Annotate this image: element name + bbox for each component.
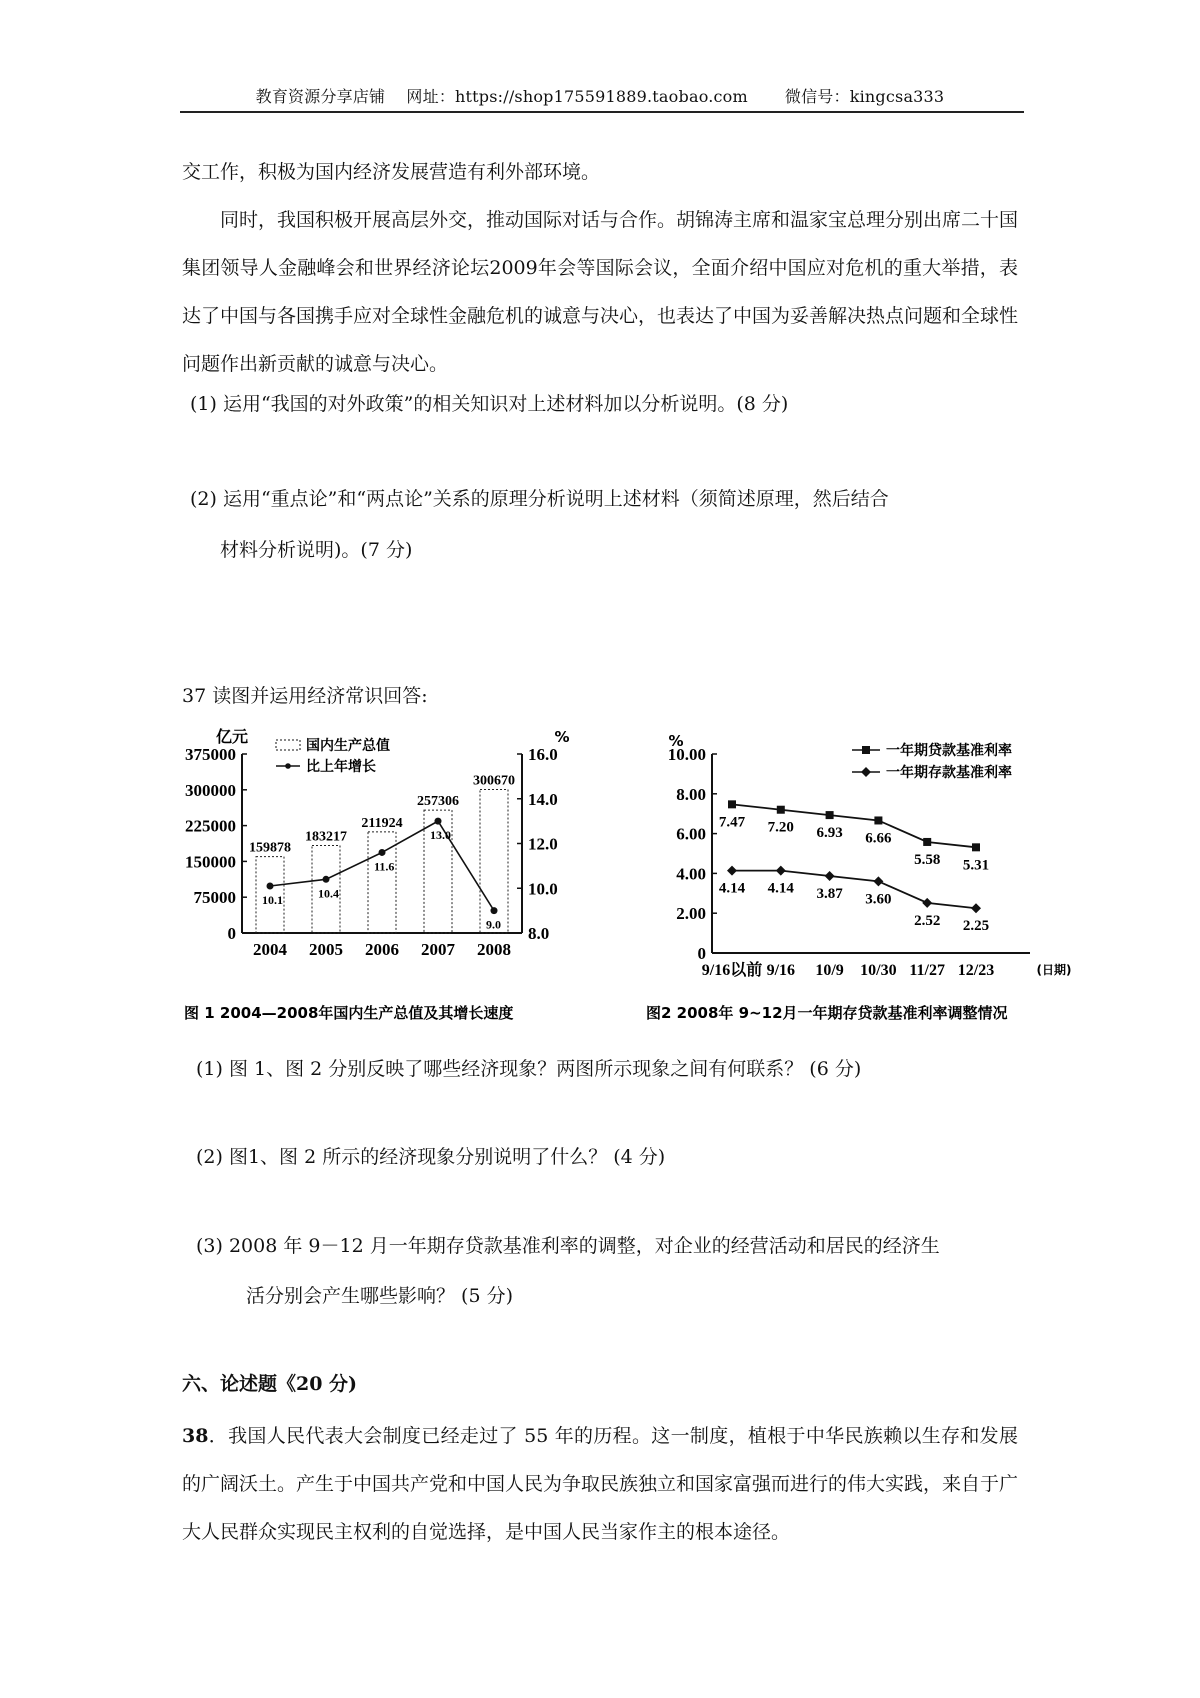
chart1-bar-label: 257306 bbox=[417, 794, 459, 810]
chart2-loan-point bbox=[826, 811, 834, 819]
question-38-text: ．我国人民代表大会制度已经走过了 55 年的历程。这一制度，植根于中华民族赖以生存和发展的广阔沃土。产生于中国共产党和中国人民为争取民族独立和国家富强而进行的伟大实践，来自于广大人民群众实现民主权利的自觉选择，是中国人民当家作主的根本途径。 bbox=[182, 1425, 1019, 1543]
chart2-deposit-point bbox=[971, 903, 981, 913]
chart2-deposit-label: 3.60 bbox=[865, 891, 892, 908]
chart2-deposit-label: 4.14 bbox=[767, 880, 794, 897]
chart2-loan-point bbox=[874, 816, 882, 824]
chart2-y-tick-label: 4.00 bbox=[676, 864, 706, 884]
question-36-2-line2: 材料分析说明)。(7 分) bbox=[220, 539, 413, 561]
page-header bbox=[180, 84, 1020, 107]
chart1-y-tick-label: 150000 bbox=[185, 852, 236, 872]
chart2-x-tick-label: 10/30 bbox=[860, 962, 897, 979]
chart2-y-tick-label: 0 bbox=[697, 944, 706, 963]
chart1-bar-label: 183217 bbox=[305, 829, 347, 845]
chart2-x-tick-label: 11/27 bbox=[909, 962, 945, 979]
chart1-growth-label: 10.4 bbox=[318, 886, 339, 901]
chart1-growth-point bbox=[379, 849, 386, 856]
chart2-x-tick-label: 9/16 bbox=[766, 962, 796, 979]
chart1-y-tick-label: 75000 bbox=[193, 888, 236, 908]
question-37-3-line1: (3) 2008 年 9－12 月一年期存贷款基准利率的调整，对企业的经营活动和居民的经济生 bbox=[196, 1235, 940, 1257]
chart2-xlabel: (日期) bbox=[1036, 963, 1072, 977]
chart2-deposit-point bbox=[825, 871, 835, 881]
chart2-legend-loan-label: 一年期贷款基准利率 bbox=[886, 743, 1012, 759]
header-wechat: 微信号：kingcsa333 bbox=[784, 87, 945, 106]
chart2-x-tick-label: 10/9 bbox=[815, 962, 844, 979]
chart1-ylabel: 亿元 bbox=[215, 728, 249, 746]
chart2-loan-label: 7.47 bbox=[718, 814, 746, 831]
chart1-y-tick-label: 375000 bbox=[185, 745, 236, 764]
chart2-loan-label: 6.93 bbox=[816, 825, 843, 842]
chart2-x-tick-label: 12/23 bbox=[957, 962, 995, 979]
chart1-growth-point bbox=[323, 876, 330, 883]
chart2-loan-point bbox=[777, 806, 785, 814]
chart-interest-rates bbox=[640, 728, 1080, 1028]
question-36-1: (1) 运用“我国的对外政策”的相关知识对上述材料加以分析说明。(8 分) bbox=[190, 393, 789, 415]
chart1-y-tick-label: 225000 bbox=[185, 816, 236, 836]
question-37-title: 37 读图并运用经济常识回答: bbox=[182, 685, 428, 707]
chart1-y2-tick-label: 10.0 bbox=[528, 879, 558, 899]
chart1-growth-point bbox=[267, 883, 274, 890]
header-shop: 教育资源分享店铺 bbox=[255, 87, 386, 106]
chart2-deposit-point bbox=[922, 898, 932, 908]
question-37-3-line2: 活分别会产生哪些影响？ (5 分) bbox=[246, 1285, 513, 1307]
passage-paragraph: 同时，我国积极开展高层外交，推动国际对话与合作。胡锦涛主席和温家宝总理分别出席二十国集团领导人金融峰会和世界经济论坛2009年会等国际会议，全面介绍中国应对危机的重大举措，表达了中国与各国携手应对全球性金融危机的诚意与决心，也表达了中国为妥善解决热点问题和全球性问题作出新贡献的诚意与决心。 bbox=[182, 209, 1019, 375]
chart2-loan-label: 5.58 bbox=[914, 851, 941, 868]
chart1-y2-tick-label: 14.0 bbox=[528, 789, 558, 809]
chart2-loan-label: 5.31 bbox=[962, 857, 990, 874]
chart2-y-tick-label: 8.00 bbox=[676, 784, 706, 804]
chart1-x-tick-label: 2004 bbox=[253, 940, 287, 959]
chart2-y-tick-label: 6.00 bbox=[676, 824, 706, 844]
chart2-deposit-label: 4.14 bbox=[718, 880, 746, 897]
question-37-2: (2) 图1、图 2 所示的经济现象分别说明了什么？ (4 分) bbox=[196, 1146, 666, 1168]
passage-line-continued: 交工作，积极为国内经济发展营造有利外部环境。 bbox=[182, 161, 601, 183]
chart1-legend-line-marker bbox=[285, 763, 291, 769]
chart1-x-tick-label: 2005 bbox=[309, 940, 343, 959]
chart2-loan-point bbox=[923, 838, 931, 846]
header-url: 网址：https://shop175591889.taobao.com bbox=[406, 87, 748, 106]
question-36-2-line1: (2) 运用“重点论”和“两点论”关系的原理分析说明上述材料（须简述原理，然后结合 bbox=[190, 488, 889, 510]
chart1-bar-label: 159878 bbox=[249, 840, 291, 856]
chart1-title: 图 1 2004—2008年国内生产总值及其增长速度 bbox=[184, 1004, 514, 1022]
chart1-y2label: % bbox=[554, 728, 570, 746]
chart2-deposit-point bbox=[776, 866, 786, 876]
chart2-loan-label: 7.20 bbox=[767, 819, 794, 836]
chart2-loan-point bbox=[728, 800, 736, 808]
chart2-deposit-label: 2.52 bbox=[914, 912, 941, 929]
chart1-x-tick-label: 2006 bbox=[365, 940, 399, 959]
chart2-x-tick-label: 9/16以前 bbox=[701, 962, 763, 979]
chart1-x-tick-label: 2008 bbox=[477, 940, 511, 959]
question-38 bbox=[182, 1412, 1018, 1556]
chart1-legend-bar-label: 国内生产总值 bbox=[306, 738, 390, 754]
chart2-y-tick-label: 10.00 bbox=[667, 745, 706, 764]
chart2-title: 图2 2008年 9~12月一年期存贷款基准利率调整情况 bbox=[646, 1004, 1008, 1022]
chart1-y2-tick-label: 8.0 bbox=[528, 924, 550, 943]
chart1-y-tick-label: 0 bbox=[227, 924, 236, 943]
chart1-legend-bar-swatch bbox=[276, 740, 300, 750]
chart2-legend-deposit-label: 一年期存款基准利率 bbox=[886, 765, 1012, 781]
chart2-legend-loan-marker bbox=[862, 746, 870, 754]
chart1-growth-label: 11.6 bbox=[374, 859, 395, 874]
chart2-deposit-point bbox=[727, 866, 737, 876]
section-6-title: 六、论述题《20 分) bbox=[182, 1373, 358, 1395]
chart1-growth-label: 9.0 bbox=[486, 917, 501, 932]
chart1-x-tick-label: 2007 bbox=[421, 940, 455, 959]
chart2-deposit-point bbox=[873, 876, 883, 886]
chart1-y2-tick-label: 12.0 bbox=[528, 834, 558, 854]
chart1-y2-tick-label: 16.0 bbox=[528, 745, 558, 764]
chart1-y-tick-label: 300000 bbox=[185, 780, 236, 800]
chart1-growth-label: 13.0 bbox=[430, 828, 451, 843]
chart2-loan-point bbox=[972, 843, 980, 851]
chart1-growth-point bbox=[435, 818, 442, 825]
chart1-legend-line-label: 比上年增长 bbox=[306, 759, 376, 775]
chart1-bar-label: 300670 bbox=[473, 773, 515, 789]
chart1-bar-label: 211924 bbox=[361, 815, 403, 831]
question-37-1: (1) 图 1、图 2 分别反映了哪些经济现象？两图所示现象之间有何联系？ (6 分) bbox=[196, 1058, 862, 1080]
chart2-legend-deposit-marker bbox=[861, 767, 871, 777]
header-divider bbox=[180, 111, 1024, 113]
chart1-growth-label: 10.1 bbox=[262, 893, 283, 908]
chart2-deposit-label: 3.87 bbox=[816, 885, 843, 902]
chart2-y-tick-label: 2.00 bbox=[676, 904, 706, 924]
question-38-number: 38 bbox=[182, 1425, 209, 1447]
chart1-growth-point bbox=[491, 907, 498, 914]
chart-gdp bbox=[180, 728, 620, 1028]
chart2-deposit-label: 2.25 bbox=[962, 918, 990, 935]
chart2-loan-label: 6.66 bbox=[865, 830, 892, 847]
chart2-ylabel: % bbox=[668, 732, 684, 750]
